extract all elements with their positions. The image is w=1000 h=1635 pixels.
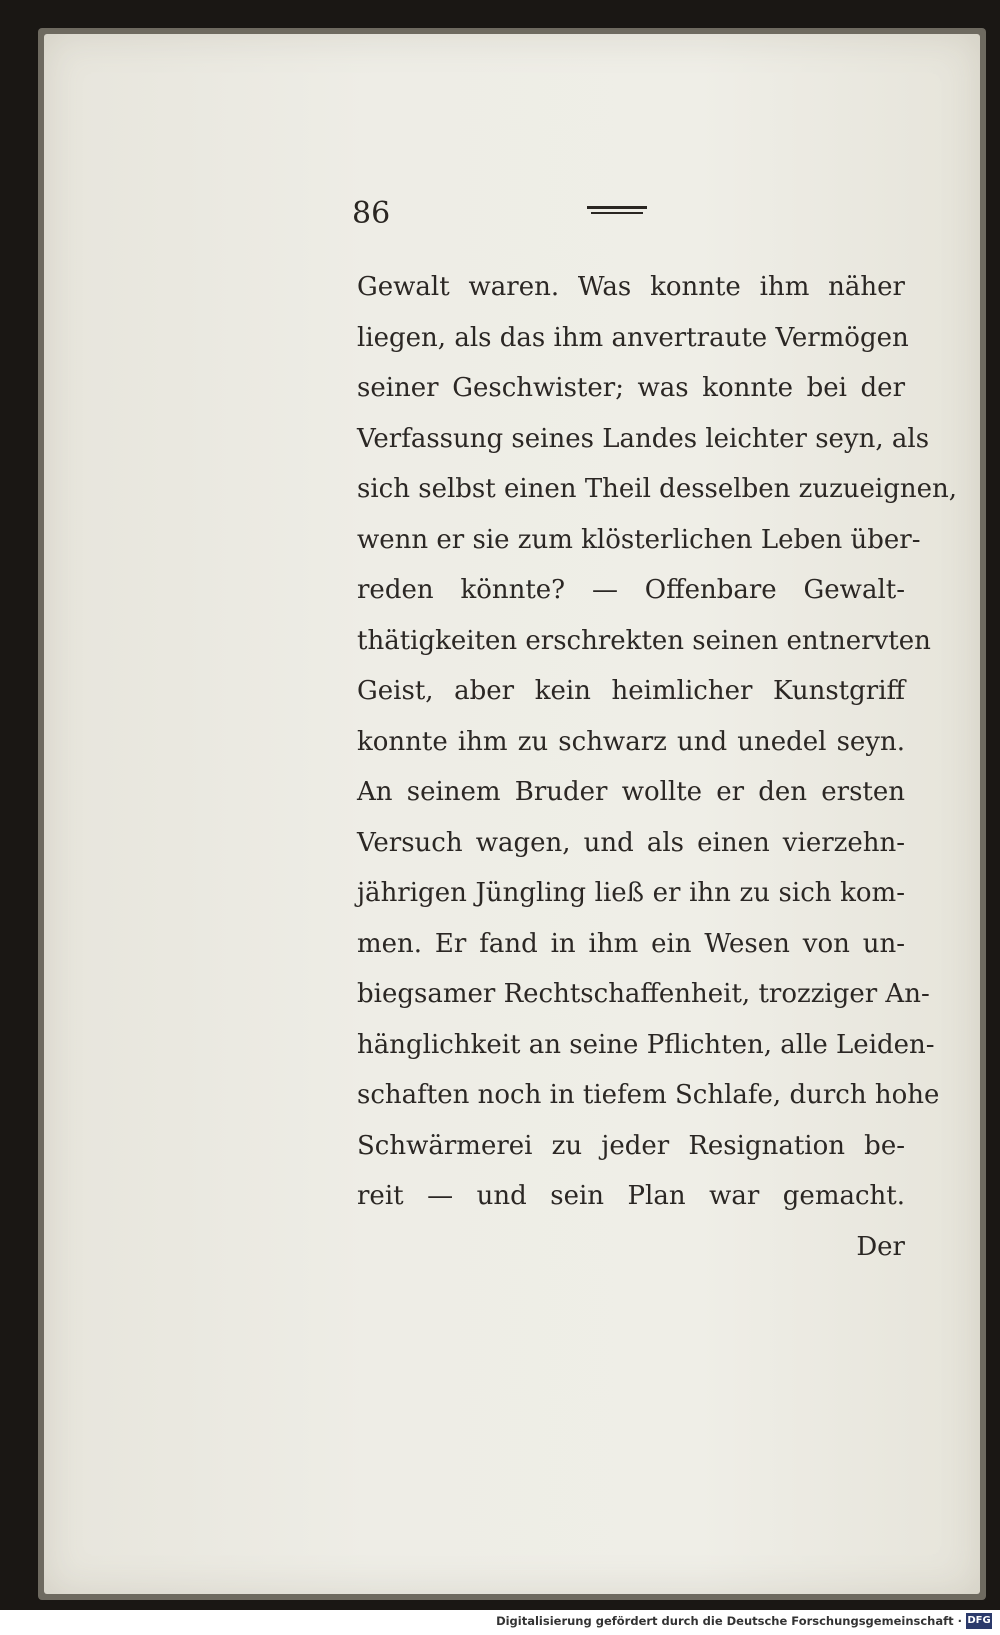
body-text xyxy=(357,262,958,1272)
text-line: reden könnte? — Offenbare Gewalt- xyxy=(357,575,905,605)
text-line: An seinem Bruder wollte er den ersten xyxy=(357,777,905,807)
footer-bar xyxy=(0,1610,1000,1635)
text-line: thätigkeiten erschrekten seinen entnervten xyxy=(357,625,931,656)
text-line: Gewalt waren. Was konnte ihm näher xyxy=(357,272,905,302)
text-line: Versuch wagen, und als einen vierzehn- xyxy=(357,827,905,858)
text-line: reit — und sein Plan war gemacht. xyxy=(357,1181,905,1211)
text-line: biegsamer Rechtschaffenheit, trozziger An- xyxy=(357,979,930,1009)
text-line: konnte ihm zu schwarz und unedel seyn. xyxy=(357,726,905,757)
dfg-logo: DFG xyxy=(966,1613,992,1629)
text-line: schaften noch in tiefem Schlafe, durch hohe xyxy=(357,1080,940,1110)
text-line: liegen, als das ihm anvertraute Vermögen xyxy=(357,322,909,353)
text-line: sich selbst einen Theil desselben zuzueignen, xyxy=(357,474,958,504)
text-line: Verfassung seines Landes leichter seyn, als xyxy=(357,423,930,454)
text-line: Geist, aber kein heimlicher Kunstgriff xyxy=(357,676,905,706)
text-line: seiner Geschwister; was konnte bei der xyxy=(357,373,905,403)
header-ornament-rule xyxy=(587,206,647,218)
text-line: Schwärmerei zu jeder Resignation be- xyxy=(357,1130,905,1161)
text-line: hänglichkeit an seine Pflichten, alle Leiden- xyxy=(357,1029,935,1060)
text-line: jährigen Jüngling ließ er ihn zu sich kom- xyxy=(357,878,905,908)
funding-credit: Digitalisierung gefördert durch die Deutsche Forschungsgemeinschaft · xyxy=(496,1614,962,1628)
catchword: Der xyxy=(856,1231,905,1262)
text-line: wenn er sie zum klösterlichen Leben über- xyxy=(357,524,921,555)
text-line: men. Er fand in ihm ein Wesen von un- xyxy=(357,928,905,959)
page-number: 86 xyxy=(352,196,391,231)
